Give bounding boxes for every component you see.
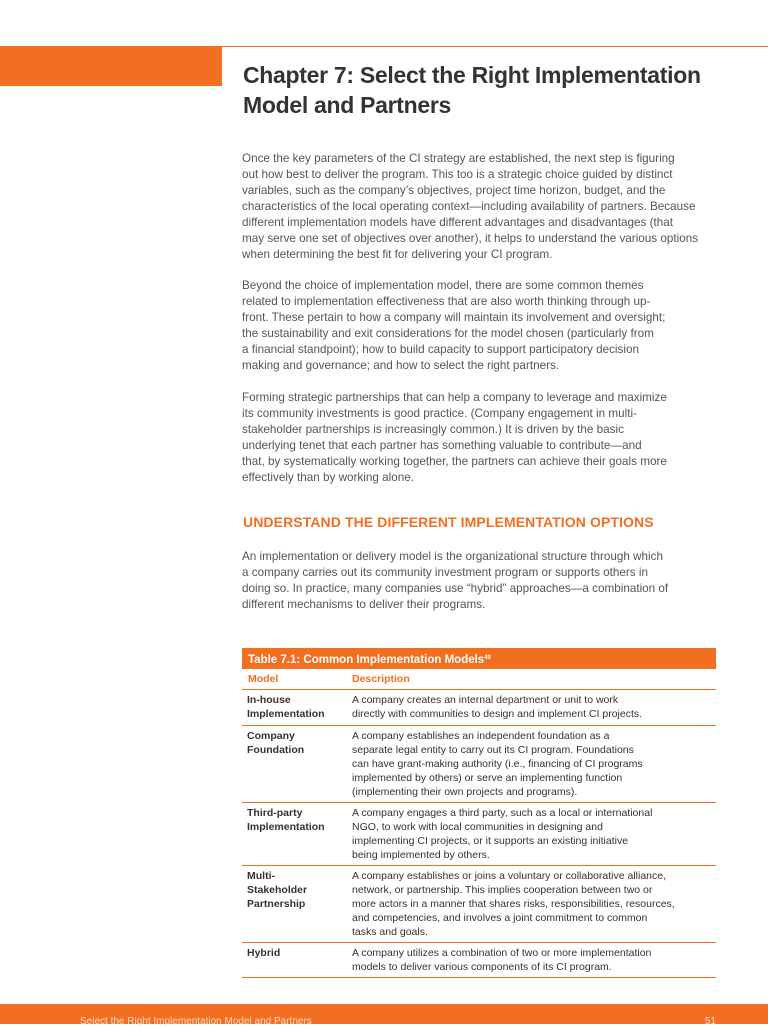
description-line: network, or partnership. This implies cooperation between two or	[352, 884, 653, 896]
description-line: A company creates an internal department or unit to work	[352, 694, 619, 706]
table-row	[242, 690, 716, 726]
description-line: A company utilizes a combination of two or more implementation	[352, 947, 652, 959]
text-line: effectively than by working alone.	[242, 471, 414, 484]
description-line: can have grant-making authority (i.e., financing of CI programs	[352, 758, 643, 770]
footer-running-title: Select the Right Implementation Model and Partners	[80, 1016, 312, 1027]
model-line: Partnership	[247, 898, 306, 910]
header-rule	[222, 46, 768, 47]
model-line: Implementation	[247, 821, 325, 833]
description-cell	[352, 729, 716, 799]
description-line: A company establishes or joins a voluntary or collaborative alliance,	[352, 870, 667, 882]
themes-paragraph	[242, 278, 718, 374]
model-line: Third-party	[247, 807, 303, 819]
column-header-model: Model	[248, 673, 279, 685]
description-line: separate legal entity to carry out its CI program. Foundations	[352, 744, 634, 756]
description-cell	[352, 693, 716, 721]
text-line: stakeholder partnerships is increasingly common.) It is driven by the basic	[242, 423, 624, 436]
chapter-title-line: Chapter 7: Select the Right Implementation	[243, 62, 701, 88]
section-paragraph	[242, 549, 718, 613]
text-line: making and governance; and how to select the right partners.	[242, 359, 560, 372]
description-cell	[352, 806, 716, 862]
text-line: different implementation models have different advantages and disadvantages (that	[242, 216, 673, 229]
model-cell	[247, 946, 347, 960]
description-line: tasks and goals.	[352, 926, 428, 938]
text-line: the sustainability and exit considerations for the model chosen (particularly from	[242, 327, 654, 340]
table-footnote-ref: 49	[484, 655, 491, 661]
table-header	[242, 669, 716, 690]
section-heading: UNDERSTAND THE DIFFERENT IMPLEMENTATION OPTIONS	[243, 514, 654, 530]
model-line: Foundation	[247, 744, 305, 756]
partnerships-paragraph	[242, 390, 718, 486]
table-row	[242, 726, 716, 803]
text-line: out how best to deliver the program. This too is a strategic choice guided by distinct	[242, 168, 673, 181]
text-line: characteristics of the local operating context—including availability of partners. Because	[242, 200, 696, 213]
text-line: different mechanisms to deliver their programs.	[242, 598, 486, 611]
text-line: when determining the best fit for delivering your CI program.	[242, 248, 553, 261]
text-line: related to implementation effectiveness that are also worth thinking through up-	[242, 295, 651, 308]
description-cell	[352, 869, 716, 939]
description-line: more actors in a manner that shares risks, responsibilities, resources,	[352, 898, 675, 910]
text-line: Once the key parameters of the CI strategy are established, the next step is figuring	[242, 152, 675, 165]
implementation-models-table	[242, 648, 716, 978]
text-line: Forming strategic partnerships that can help a company to leverage and maximize	[242, 391, 667, 404]
text-line: its community investments is good practice. (Company engagement in multi-	[242, 407, 637, 420]
model-line: In-house	[247, 694, 291, 706]
table-title-text: Table 7.1: Common Implementation Models	[248, 654, 485, 666]
text-line: that, by systematically working together, the partners can achieve their goals more	[242, 455, 667, 468]
intro-paragraph	[242, 151, 718, 263]
chapter-title-line: Model and Partners	[243, 92, 452, 118]
text-line: variables, such as the company’s objectives, project time horizon, budget, and the	[242, 184, 666, 197]
column-header-description: Description	[352, 673, 410, 685]
model-line: Company	[247, 730, 295, 742]
text-line: doing so. In practice, many companies use “hybrid” approaches—a combination of	[242, 582, 669, 595]
description-line: being implemented by others.	[352, 849, 490, 861]
text-line: front. These pertain to how a company will maintain its involvement and oversight;	[242, 311, 666, 324]
table-row	[242, 866, 716, 943]
model-cell	[247, 729, 347, 757]
text-line: An implementation or delivery model is the organizational structure through which	[242, 550, 663, 563]
text-line: may serve one set of objectives over another), it helps to understand the various options	[242, 232, 699, 245]
table-row	[242, 943, 716, 978]
model-line: Stakeholder	[247, 884, 308, 896]
description-line: and competencies, and involves a joint commitment to common	[352, 912, 648, 924]
text-line: Beyond the choice of implementation model, there are some common themes	[242, 279, 644, 292]
model-line: Multi-	[247, 870, 275, 882]
description-line: directly with communities to design and implement CI projects.	[352, 708, 643, 720]
chapter-title	[243, 60, 743, 120]
description-line: implementing CI projects, or it supports an existing initiative	[352, 835, 629, 847]
model-cell	[247, 869, 347, 911]
description-line: (implementing their own projects and programs).	[352, 786, 578, 798]
table-title	[242, 648, 716, 669]
description-line: implemented by others) or serve an implementing function	[352, 772, 623, 784]
chapter-tab	[0, 46, 222, 86]
text-line: a financial standpoint); how to build capacity to support participatory decision	[242, 343, 639, 356]
model-cell	[247, 806, 347, 834]
page-number: 51	[704, 1016, 716, 1027]
text-line: underlying tenet that each partner has something valuable to contribute—and	[242, 439, 642, 452]
table-row	[242, 803, 716, 866]
description-line: A company establishes an independent foundation as a	[352, 730, 610, 742]
model-cell	[247, 693, 347, 721]
description-line: models to deliver various components of its CI program.	[352, 961, 612, 973]
description-line: A company engages a third party, such as a local or international	[352, 807, 653, 819]
model-line: Implementation	[247, 708, 325, 720]
description-cell	[352, 946, 716, 974]
description-line: NGO, to work with local communities in designing and	[352, 821, 603, 833]
text-line: a company carries out its community investment program or supports others in	[242, 566, 648, 579]
model-line: Hybrid	[247, 947, 281, 959]
